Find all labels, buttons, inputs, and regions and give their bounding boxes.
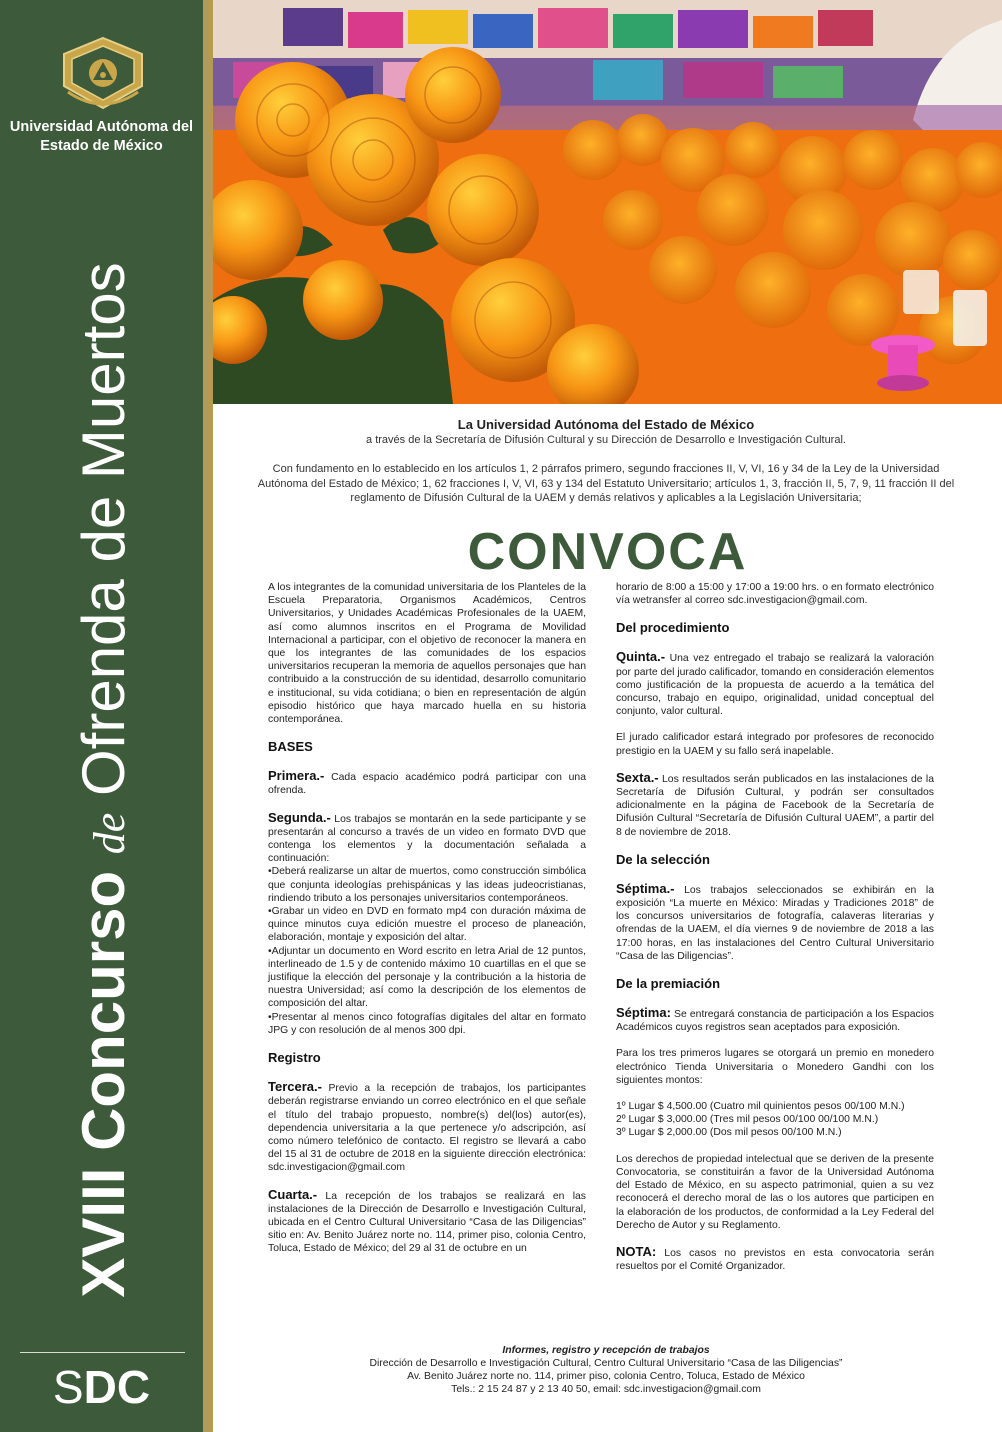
sexta-paragraph <box>616 771 934 839</box>
registro-heading: Registro <box>268 1050 321 1066</box>
cuarta-text: La recepción de los trabajos se realizará en las instalaciones de la Dirección de Desarrollo e Investigación Cultural, ubicada en el Centro Cultural Universitario “Casa de las Diligencias” sitio en: Av. Benito Juárez norte no. 114, primer piso, colonia Centro, Toluca, Estado de México; del 29 al 31 de octubre en un <box>268 1190 586 1255</box>
tercera-label: Tercera.- <box>268 1079 322 1095</box>
nota-label: NOTA: <box>616 1243 657 1259</box>
prize-third: 3º Lugar $ 2,000.00 (Dos mil pesos 00/100 M.N.) <box>616 1127 842 1139</box>
bullet-video: •Grabar un video en DVD en formato mp4 con duración máxima de quince minutos cuya edición muestre el proceso de planeación, elaboración, montaje y exposición del altar. <box>268 906 586 944</box>
convoca-title: CONVOCA <box>467 523 748 581</box>
jurado-paragraph: El jurado calificador estará integrado por profesores de reconocido prestigio en la UAEM y su fallo será inapelable. <box>616 732 934 757</box>
gold-stripe <box>203 0 213 1432</box>
contest-title-de: de <box>85 812 134 855</box>
segunda-text: Los trabajos se montarán en la sede participante y se presentarán al concurso a través de un video en formato DVD que contenga los elementos y la documentación señalada a continuación: <box>268 813 586 865</box>
primera-paragraph <box>268 769 586 797</box>
septima-premiacion-paragraph <box>616 1006 934 1034</box>
university-name: Universidad Autónoma del Estado de México <box>9 119 194 154</box>
quinta-text: Una vez entregado el trabajo se realizará la valoración por parte del jurado calificador, tomando en consideración elementos como justificación de la propuesta de acuerdo a la temática del concurso, trabajo en equipo, originalidad, unidad conceptual del conjunto, valor cultural. <box>616 653 934 718</box>
header-block <box>253 417 959 506</box>
contest-title-name: Ofrenda de Muertos <box>70 262 137 796</box>
primera-label: Primera.- <box>268 768 325 784</box>
intro-paragraph: A los integrantes de la comunidad universitaria de los Planteles de la Escuela Preparatoria, Organismos Académicos, Centros Universitarios, y Unidades Académicas Profesionales de la UAEM, así como alumnos inscritos en el Programa de Movilidad Internacional a participar, con el objetivo de reconocer la manera en que los integrantes de las comunidades de los espacios universitarios recuperan la memoria de aquellos personajes que han contribuido a la construcción de su identidad, desarrollo comunitario e institucional, su vida cotidiana; o bien en representación de algún episodio histórico que haya marcado huella en su historia contemporánea. <box>268 582 586 726</box>
septima-premiacion-text: Se entregará constancia de participación a los Espacios Académicos cuyos registros sean aceptados para exposición. <box>616 1009 934 1034</box>
prizes-intro: Para los tres primeros lugares se otorgará un premio en monedero electrónico Tienda Universitaria o Monedero Gandhi con los siguientes montos: <box>616 1048 934 1086</box>
procedimiento-heading: Del procedimiento <box>616 620 730 636</box>
bullet-document: •Adjuntar un documento en Word escrito en letra Arial de 12 puntos, interlineado de 1.5 y de contenido máximo 10 cuartillas en el que se justifique la elección del personaje y la contribución a la historia de nuestra Universidad; así como la descripción de los elementos de composición del altar. <box>268 945 586 1010</box>
contest-title <box>70 262 140 1298</box>
sdc-logo-dc: DC <box>83 1361 151 1413</box>
bases-heading: BASES <box>268 739 313 755</box>
cuarta-paragraph <box>268 1188 586 1256</box>
university-crest-icon <box>60 34 146 112</box>
continuation-paragraph: horario de 8:00 a 15:00 y 17:00 a 19:00 hrs. o en formato electrónico vía wetransfer al correo sdc.investigacion@gmail.com. <box>616 582 934 607</box>
institution-name: La Universidad Autónoma del Estado de México <box>457 417 755 432</box>
quinta-paragraph <box>616 650 934 718</box>
footer-line-address-2: Av. Benito Juárez norte no. 114, primer piso, colonia Centro, Toluca, Estado de México <box>407 1371 805 1382</box>
sdc-divider <box>20 1352 185 1353</box>
rights-paragraph: Los derechos de propiedad intelectual que se deriven de la presente Convocatoria, se constituirán a favor de la Universidad Autónoma del Estado de México, en su aspecto patrimonial, quien a su vez reconocerá el derecho moral de las o los autores que participen en la elaboración de los productos, de conformidad a la Ley Federal del Derecho de Autor y su Reglamento. <box>616 1153 934 1231</box>
seleccion-heading: De la selección <box>616 851 710 867</box>
segunda-paragraph <box>268 811 586 1037</box>
septima-seleccion-paragraph <box>616 882 934 963</box>
septima-seleccion-label: Séptima.- <box>616 880 675 896</box>
septima-premiacion-label: Séptima: <box>616 1005 671 1021</box>
sidebar <box>0 0 203 1432</box>
segunda-label: Segunda.- <box>268 809 331 825</box>
footer-title: Informes, registro y recepción de trabajos <box>502 1345 710 1356</box>
announcement-body <box>213 404 1002 1432</box>
footer-line-address-1: Dirección de Desarrollo e Investigación Cultural, Centro Cultural Universitario “Casa de las Diligencias” <box>369 1358 843 1369</box>
sdc-logo <box>0 1360 203 1414</box>
footer-line-contact: Tels.: 2 15 24 87 y 2 13 40 50, email: sdc.investigacion@gmail.com <box>451 1384 761 1395</box>
through-line: a través de la Secretaría de Difusión Cultural y su Dirección de Desarrollo e Investigación Cultural. <box>366 434 846 446</box>
footer-contact <box>253 1344 959 1396</box>
cuarta-label: Cuarta.- <box>268 1186 318 1202</box>
tercera-paragraph <box>268 1080 586 1174</box>
legal-foundation: Con fundamento en lo establecido en los artículos 1, 2 párrafos primero, segundo fracciones II, V, VI, 16 y 34 de la Ley de la Universidad Autónoma del Estado de México; 1, 62 fracciones I, V, VI, 63 y 134 del Estatuto Universitario; artículos 1, 3, fracción II, 5, 7, 9, 11 fracción II del reglamento de Difusión Cultural de la UAEM y demás relativos y aplicables a la Legislación Universitaria; <box>257 463 955 504</box>
nota-text: Los casos no previstos en esta convocatoria serán resueltos por el Comité Organizador. <box>616 1247 934 1273</box>
right-column <box>616 581 934 1286</box>
septima-seleccion-text: Los trabajos seleccionados se exhibirán en la exposición “La muerte en México: Miradas y Tradiciones 2018” de los concursos universitarios de fotografía, calaveras literarias y ofrendas de la UAEM, el día viernes 9 de noviembre de 2018 a las 17:00 horas, en las instalaciones del Centro Cultural Universitario “Casa de las Diligencias”. <box>616 884 934 962</box>
marigold-altar-photo <box>213 0 1002 404</box>
tercera-text: Previo a la recepción de trabajos, los participantes deberán registrarse enviando un correo electrónico en el que señale el título del trabajo propuesto, nombre(s) del(los) autor(es), dependencia universitaria a la que pertenece y/o adscripción, así como número telefónico de contacto. El registro se llevará a cabo del 15 al 31 de octubre de 2018 en la siguiente dirección electrónica: sdc.investigacion@gmail.com <box>268 1083 586 1174</box>
bullet-altar: •Deberá realizarse un altar de muertos, como construcción simbólica que conjunta ideologías prehispánicas y las ideas judeocristianas, rindiendo tributo a los personajes universitarios contemporáneos. <box>268 866 586 904</box>
left-column <box>268 581 586 1269</box>
contest-title-number: XVIII Concurso <box>70 870 137 1298</box>
nota-paragraph <box>616 1245 934 1273</box>
prize-second: 2º Lugar $ 3,000.00 (Tres mil pesos 00/100 00/100 M.N.) <box>616 1114 879 1126</box>
premiacion-heading: De la premiación <box>616 976 721 992</box>
sexta-label: Sexta.- <box>616 769 659 785</box>
prize-first: 1º Lugar $ 4,500.00 (Cuatro mil quinientos pesos 00/100 M.N.) <box>616 1101 905 1113</box>
sdc-logo-s: S <box>52 1361 84 1413</box>
bullet-photos: •Presentar al menos cinco fotografías digitales del altar en formato JPG y con resolución de al menos 300 dpi. <box>268 1011 586 1036</box>
quinta-label: Quinta.- <box>616 649 666 665</box>
prize-list <box>616 1100 934 1140</box>
sexta-text: Los resultados serán publicados en las instalaciones de la Secretaría de Difusión Cultural, y podrán ser consultados adicionalmente en la página de Facebook de la Secretaría de Difusión Cultural “Secretaría de Difusión Cultural UAEM”, a partir del 8 de noviembre de 2018. <box>616 773 934 838</box>
primera-text: Cada espacio académico podrá participar con una ofrenda. <box>268 772 586 797</box>
